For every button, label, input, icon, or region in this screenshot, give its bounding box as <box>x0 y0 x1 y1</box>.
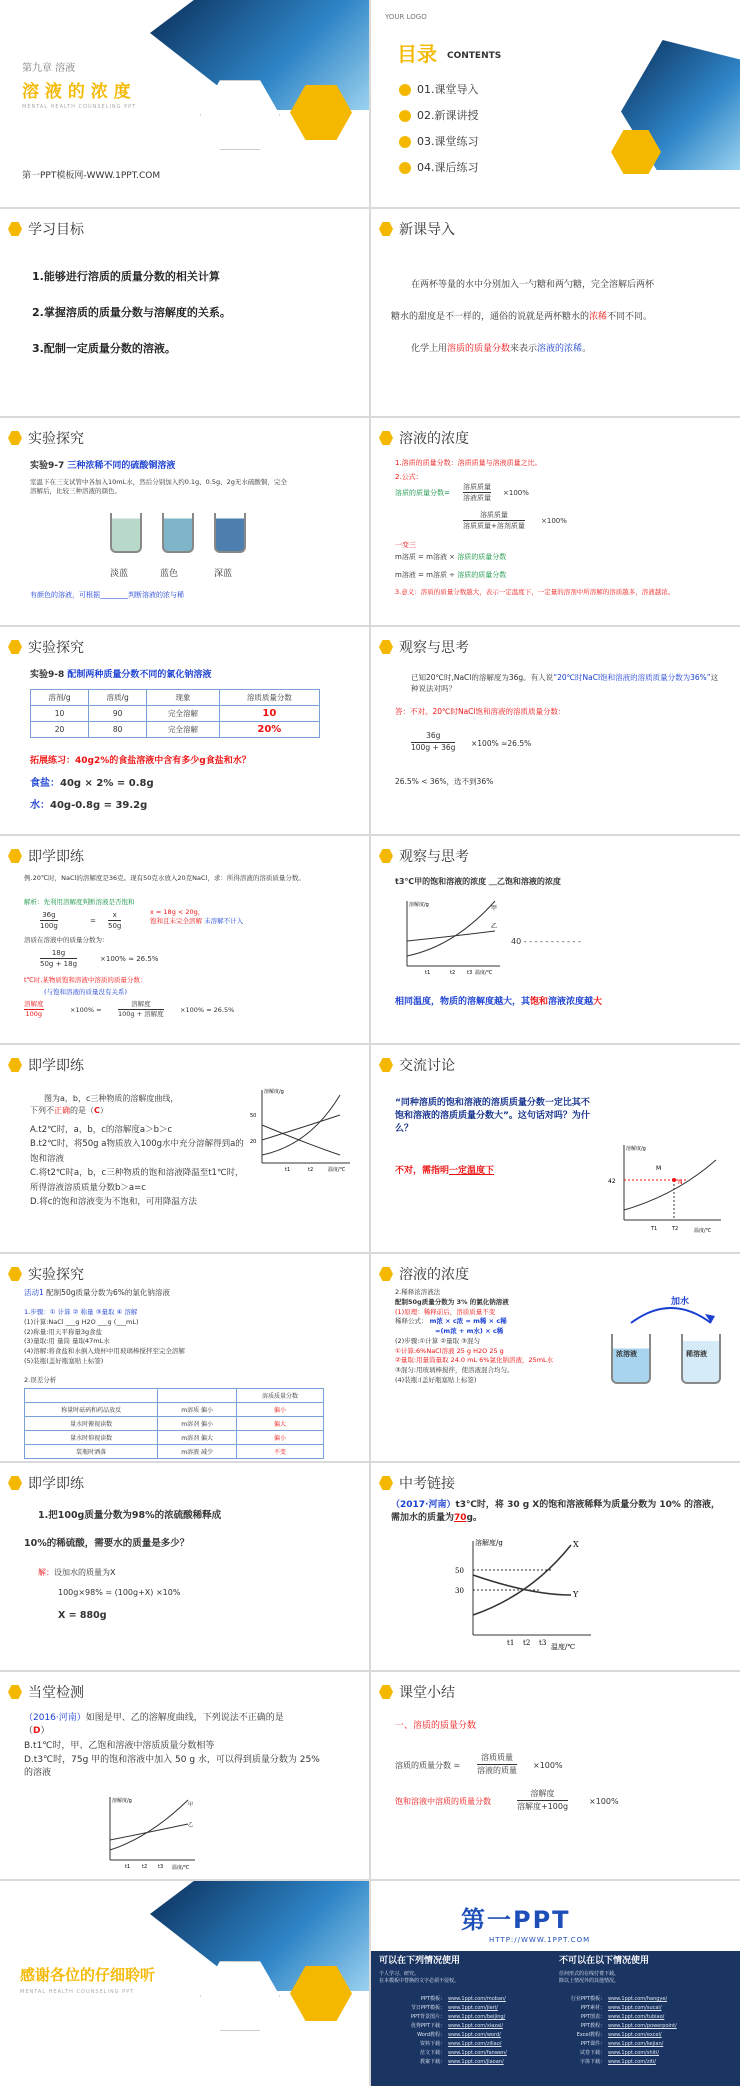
slide-thanks[interactable] <box>0 1881 369 2086</box>
slide-exam-link[interactable] <box>371 1463 740 1670</box>
curve-b <box>262 1115 340 1140</box>
contents-item-label: 04.课后练习 <box>417 161 479 174</box>
thanks-subtitle: MENTAL HEALTH COUNSELING PPT <box>20 1989 135 1995</box>
link-url[interactable]: www.1ppt.com/powerpoint/ <box>608 2023 677 2029</box>
slide-heading: 观察与思考 <box>399 849 469 865</box>
y-label: 溶解度/g <box>626 1146 646 1152</box>
equals: = <box>90 917 96 925</box>
practice-line: t℃时,某物质饱和溶液中溶质的质量分数： <box>24 976 147 984</box>
slide-heading: 中考链接 <box>399 1476 455 1492</box>
y-label: 溶解度/g <box>475 1539 503 1547</box>
summary-fraction: 溶质质量 溶液的质量 <box>477 1753 517 1775</box>
contents-item[interactable] <box>399 82 479 98</box>
slide-heading: 即学即练 <box>28 1476 84 1492</box>
slide-heading: 当堂检测 <box>28 1685 84 1701</box>
slide-heading: 观察与思考 <box>399 640 469 656</box>
solubility-curve <box>624 1160 716 1210</box>
slide-header <box>8 219 84 239</box>
solubility-chart <box>451 1535 601 1655</box>
tick-label: t1 <box>425 970 431 976</box>
link-row[interactable] <box>561 2049 677 2058</box>
summary-section: 一、溶质的质量分数 <box>395 1721 477 1731</box>
bullet-icon <box>399 162 411 174</box>
y-label: 溶解度/g <box>409 902 429 908</box>
formula-tail: ×100% <box>541 517 567 525</box>
link-row[interactable] <box>401 2058 507 2067</box>
exp-title: 实验9-7 三种浓稀不同的硫酸铜溶液 <box>30 461 176 471</box>
error-table: 溶质质量分数 称量时砝码和药品放反 m溶质 偏小 偏小 量水时俯视读数 m溶剂 偏小 偏大 量水时仰视读数 m溶剂 偏大 偏小 装瓶时洒落 m溶液 减少 不变 <box>24 1388 324 1459</box>
x-label: 温度/℃ <box>475 970 493 976</box>
slide-heading: 实验探究 <box>28 431 84 447</box>
link-label: PPT背景图片： <box>410 2014 445 2020</box>
bullet-icon <box>399 84 411 96</box>
x-label: 温度/℃ <box>172 1865 190 1871</box>
hexagon-icon <box>379 1267 393 1281</box>
link-row[interactable] <box>561 2031 677 2040</box>
tick-label: 20 <box>250 1139 257 1145</box>
hexagon-icon <box>8 222 22 236</box>
slide-experiment-2[interactable] <box>0 627 369 834</box>
analysis-label: 2.误差分析 <box>24 1376 57 1384</box>
slide-heading: 溶液的浓度 <box>399 431 469 447</box>
question-line: 1.把100g质量分数为98%的浓硫酸稀释成 <box>38 1510 222 1521</box>
contents-item[interactable] <box>399 108 479 124</box>
slide-header <box>8 1055 84 1075</box>
table-row: 量水时俯视读数 m溶剂 偏小 偏大 <box>25 1417 324 1431</box>
contents-item[interactable] <box>399 134 479 150</box>
dilution-steps: 2.稀释浓溶液法 配制50g质量分数为 3% 的氯化钠溶液 (1)原理：稀释前后，溶质质量不变 稀释公式： m浓 × c浓 = m稀 × c稀 =(m浓 + m水) × c稀 (2)步骤:①计算 ②量取 ③混匀 ①计算:6%NaCl溶液 25 g H2O 25 g ②量取:用量筒量取 24.0 mL 6%氯化钠溶液，25mL水 ③混匀:用玻璃棒搅拌，使溶液混合均匀。 (4)装瓶:(盖好瓶塞贴上标签) <box>395 1288 554 1384</box>
solubility-chart <box>606 1140 731 1240</box>
slide-summary[interactable] <box>371 1672 740 1879</box>
observe-question: t3℃甲的饱和溶液的浓度 ＿乙饱和溶液的浓度 <box>395 877 561 886</box>
link-label: 行业PPT模板： <box>570 1996 605 2002</box>
table-row: 10 90 完全溶解 10 <box>31 706 320 722</box>
option-item: B.t1℃时，甲、乙饱和溶液中溶质质量分数相等 <box>24 1741 215 1751</box>
link-label: 范文下载： <box>419 2050 445 2056</box>
curve-a <box>262 1095 340 1155</box>
observe-conclusion: 26.5% < 36%，选不到36% <box>395 777 494 786</box>
link-row[interactable] <box>401 2022 507 2031</box>
tick-label: t2 <box>142 1864 148 1870</box>
slide-heading: 即学即练 <box>28 849 84 865</box>
arrow-icon <box>621 1298 721 1328</box>
cover-site: 第一PPT模板网-WWW.1PPT.COM <box>22 171 161 181</box>
slide-observe-2[interactable] <box>371 836 740 1043</box>
summary-formula-left: 饱和溶液中溶质的质量分数 <box>395 1797 491 1806</box>
slide-header <box>379 637 469 657</box>
thanks-title: 感谢各位的仔细聆听 <box>20 1966 156 1984</box>
options-list <box>30 1123 250 1210</box>
hexagon-icon <box>379 431 393 445</box>
slide-practice-3[interactable] <box>0 1463 369 1670</box>
slide-contents[interactable] <box>371 0 740 207</box>
goal-item: 1.能够进行溶质的质量分数的相关计算 <box>32 270 220 283</box>
tick-label: 50 <box>455 1567 464 1575</box>
point-n <box>672 1178 676 1182</box>
hexagon-icon <box>8 1058 22 1072</box>
summary-fraction: 溶解度 溶解度+100g <box>517 1789 569 1811</box>
intro-p2: 糖水的甜度是不一样的，通俗的说就是两杯糖水的浓稀不同不同。 <box>391 312 653 322</box>
practice-line: (与饱和溶液的质量没有关系) <box>44 988 128 996</box>
intro-p1: 在两杯等量的水中分别加入一勺糖和两勺糖，完全溶解后两杯 <box>411 280 655 290</box>
solubility-chart <box>250 1085 360 1175</box>
formula-left: 溶质的质量分数= <box>395 489 450 497</box>
series-label: 甲 <box>188 1802 194 1808</box>
slide-heading: 课堂小结 <box>399 1685 455 1701</box>
salt-answer: 食盐：40g × 2% = 0.8g <box>30 778 154 789</box>
hexagon-icon <box>8 640 22 654</box>
hexagon-icon <box>8 1267 22 1281</box>
link-label: Excel教程： <box>576 2032 605 2038</box>
link-url[interactable]: www.1ppt.com/fanwen/ <box>448 2050 507 2056</box>
beaker-label: 蓝色 <box>160 569 179 579</box>
x-label: 温度/℃ <box>328 1167 346 1173</box>
can-heading: 可以在下列情况使用 <box>379 1956 461 1966</box>
tick-label: t2 <box>308 1167 314 1173</box>
eq-tail: ×100% ≈ 26.5% <box>180 1006 235 1014</box>
slide-heading: 溶液的浓度 <box>399 1267 469 1283</box>
conc-meaning: 3.意义：溶质的质量分数越大，表示一定温度下，一定量的溶剂中所溶解的溶质越多，溶液越浓。 <box>395 588 675 596</box>
hexagon-icon <box>379 849 393 863</box>
slide-observe-1[interactable] <box>371 627 740 834</box>
tick-label: 50 <box>250 1113 257 1119</box>
can-desc: 个人学习、研究。 在本模板中替换的文字必须不侵权。 <box>379 1971 460 1985</box>
slide-concentration-2[interactable] <box>371 1254 740 1461</box>
formula-fraction-2: 溶质质量 溶质质量+溶剂质量 <box>463 511 525 531</box>
slide-goals[interactable] <box>0 209 369 416</box>
hexagon-icon <box>379 640 393 654</box>
link-label: 节日PPT模板： <box>410 2005 445 2011</box>
answer-line: 100g×98% = (100g+X) ×10% <box>58 1588 181 1597</box>
slide-practice-2[interactable] <box>0 1045 369 1252</box>
point-label: N <box>678 1179 683 1186</box>
slide-header <box>379 1264 469 1284</box>
exp-title: 活动1 配制50g质量分数为6%的氯化钠溶液 <box>24 1288 170 1297</box>
link-row[interactable] <box>401 2013 507 2022</box>
beaker-light <box>110 513 142 553</box>
brand-url[interactable]: HTTP://WWW.1PPT.COM <box>489 1936 591 1944</box>
answer-fraction: 36g 100g + 36g <box>411 731 456 752</box>
option-item: C.将t2℃时a，b，c三种物质的饱和溶液降温至t1℃时，所得溶液溶质质量分数b＞a=c <box>30 1168 244 1193</box>
link-label: 字体下载： <box>579 2059 605 2065</box>
answer-tail: ×100% ≈26.5% <box>471 739 532 748</box>
mass-eq-1: m溶质 = m溶液 × 溶质的质量分数 <box>395 553 507 561</box>
slide-header <box>379 1473 455 1493</box>
series-label: 乙 <box>188 1822 194 1828</box>
tick-label: T1 <box>651 1226 658 1232</box>
link-row[interactable] <box>561 2040 677 2049</box>
point-label: M <box>656 1165 662 1172</box>
link-url[interactable]: www.1ppt.com/shiti/ <box>608 2050 660 2056</box>
tick-label: T2 <box>672 1226 679 1232</box>
change-label: 一变三 <box>395 541 416 549</box>
eq-fraction: 18g 50g + 18g <box>40 949 78 969</box>
question-line: 10%的稀硫酸，需要水的质量是多少？ <box>24 1538 190 1549</box>
beaker-label: 深蓝 <box>214 569 233 579</box>
slide-intro[interactable] <box>371 209 740 416</box>
link-url[interactable]: www.1ppt.com/tubiao/ <box>608 2014 665 2020</box>
slide-experiment-3[interactable] <box>0 1254 369 1461</box>
link-label: PPT模板： <box>420 1996 445 2002</box>
link-url[interactable]: www.1ppt.com/moban/ <box>448 1996 506 2002</box>
eq-fraction: x 50g <box>108 911 122 931</box>
tick-label: t2 <box>523 1639 531 1647</box>
mass-eq-2: m溶液 = m溶质 ÷ 溶质的质量分数 <box>395 571 507 579</box>
exp-steps: 1.步骤：① 计算 ② 称量 ③量取 ④ 溶解 (1)计算:NaCl ___g H2O ___g (___mL) (2)称量:用天平称量3g食盐 (3)量取:用 量筒 量取47mL水 (4)溶解:将食盐和水倒入烧杯中用玻璃棒搅拌至完全溶解 (5)装瓶(盖好瓶塞贴上标签) <box>24 1308 185 1365</box>
cover-title: 溶 液 的 浓 度 <box>22 82 131 102</box>
formula-fraction-1: 溶质质量 溶液质量 <box>463 483 491 503</box>
link-row[interactable] <box>401 2031 507 2040</box>
tick-label: t2 <box>450 970 456 976</box>
link-label: 试卷下载： <box>579 2050 605 2056</box>
slide-header <box>379 1682 455 1702</box>
link-row[interactable] <box>561 2022 677 2031</box>
observe-value: 40 - - - - - - - - - - - <box>511 937 581 946</box>
link-label: PPT图表： <box>580 2014 605 2020</box>
exam-question: （2017·河南）t3℃时，将 30 g X的饱和溶液稀释为质量分数为 10% 的溶液，需加水的质量为70g。 <box>391 1500 721 1524</box>
link-label: 教案下载： <box>419 2059 445 2065</box>
link-row[interactable] <box>401 2049 507 2058</box>
link-label: PPT教程： <box>580 2023 605 2029</box>
bullet-icon <box>399 110 411 122</box>
curve-yi <box>407 931 495 941</box>
link-row[interactable] <box>561 2013 677 2022</box>
slide-heading: 新课导入 <box>399 222 455 238</box>
goal-item: 3.配制一定质量分数的溶液。 <box>32 342 176 355</box>
eq-fraction: 溶解度 100g <box>24 1000 44 1019</box>
slide-header <box>8 637 84 657</box>
summary-formula-tail: ×100% <box>533 1761 563 1770</box>
intro-p3: 化学上用溶质的质量分数来表示溶液的浓稀。 <box>411 344 592 354</box>
slide-header <box>379 428 469 448</box>
link-url[interactable]: www.1ppt.com/jieri/ <box>448 2005 498 2011</box>
solubility-chart <box>100 1792 200 1872</box>
contents-item-label: 02.新课讲授 <box>417 109 479 122</box>
slide-check[interactable] <box>0 1672 369 1879</box>
curve-jia <box>110 1800 188 1850</box>
slide-practice-1[interactable] <box>0 836 369 1043</box>
link-row[interactable] <box>561 2058 677 2067</box>
option-item: D.将c的饱和溶液变为不饱和，可用降温方法 <box>30 1197 197 1208</box>
x-label: 温度/℃ <box>551 1643 576 1651</box>
table-row: 量水时仰视读数 m溶剂 偏大 偏小 <box>25 1431 324 1445</box>
x-label: 温度/℃ <box>694 1228 712 1234</box>
link-url[interactable]: www.1ppt.com/excel/ <box>608 2032 662 2038</box>
series-label: Y <box>573 1590 579 1599</box>
conc-def: 1.溶质的质量分数：溶质质量与溶液质量之比。 <box>395 459 542 467</box>
eq-fraction: 溶解度 100g + 溶解度 <box>118 1000 164 1019</box>
check-question: （2016·河南）如图是甲、乙的溶解度曲线，下列说法不正确的是（D） <box>24 1713 284 1737</box>
brand-footer <box>371 1951 740 2086</box>
beaker-label: 淡蓝 <box>110 569 129 579</box>
table-row: 装瓶时洒落 m溶液 减少 不变 <box>25 1445 324 1459</box>
goal-item: 2.掌握溶质的质量分数与溶解度的关系。 <box>32 306 231 319</box>
link-row[interactable] <box>561 2004 677 2013</box>
cannot-heading: 不可以在以下情况使用 <box>559 1956 650 1966</box>
link-label: Word教程： <box>417 2032 445 2038</box>
water-answer: 水：40g-0.8g = 39.2g <box>30 800 148 811</box>
link-url[interactable]: www.1ppt.com/kejian/ <box>608 2041 664 2047</box>
answer-line: 解：设加水的质量为X <box>38 1568 116 1577</box>
slide-heading: 学习目标 <box>28 222 84 238</box>
link-url[interactable]: www.1ppt.com/ziliao/ <box>448 2041 502 2047</box>
tick-label: t1 <box>125 1864 131 1870</box>
contents-item-label: 03.课堂练习 <box>417 135 479 148</box>
slide-brand[interactable] <box>371 1881 740 2086</box>
link-url[interactable]: www.1ppt.com/ziti/ <box>608 2059 656 2065</box>
slide-header <box>379 846 469 866</box>
slide-header <box>379 219 455 239</box>
slide-discussion[interactable] <box>371 1045 740 1252</box>
eq-fraction: 36g 100g <box>40 911 58 931</box>
link-url[interactable]: www.1ppt.com/word/ <box>448 2032 501 2038</box>
option-item: D.t3℃时，75g 甲的饱和溶液中加入 50 g 水，可以得到质量分数为 25%的溶液 <box>24 1755 320 1779</box>
hexagon-icon <box>379 222 393 236</box>
slide-heading: 实验探究 <box>28 640 84 656</box>
slide-concentration[interactable] <box>371 418 740 625</box>
exp-desc: 室温下在三支试管中各加入10mL水，然后分别加入约0.1g、0.5g、2g无水硫酸铜，完全溶解后，比较三种溶液的颜色。 <box>30 478 287 496</box>
tick-label: 30 <box>455 1587 464 1595</box>
curve-jia <box>407 901 498 956</box>
link-url[interactable]: www.1ppt.com/hangye/ <box>608 1996 668 2002</box>
cannot-desc: 任何形式的在线付费下载。 除以上情况外的其他情况。 <box>559 1971 620 1985</box>
hexagon-icon <box>379 1476 393 1490</box>
contents-title-en: CONTENTS <box>447 51 502 61</box>
y-label: 溶解度/g <box>264 1089 284 1095</box>
slide-header <box>379 1055 455 1075</box>
exp-note: 有颜色的溶液，可根据________判断溶液的浓与稀 <box>30 591 184 599</box>
contents-item[interactable] <box>399 160 479 176</box>
tick-label: t3 <box>539 1639 547 1647</box>
observe-conclusion: 相同温度，物质的溶解度越大，其饱和溶液浓度越大 <box>395 997 603 1007</box>
beaker-dark <box>214 513 246 553</box>
discussion-answer: 不对，需指明一定温度下 <box>395 1166 495 1176</box>
slide-header <box>8 428 84 448</box>
link-label: 资料下载： <box>419 2041 445 2047</box>
observe-answer: 答：不对。20℃时NaCl饱和溶液的溶质质量分数： <box>395 707 566 716</box>
link-label: PPT课件： <box>580 2041 605 2047</box>
link-row[interactable] <box>401 2040 507 2049</box>
slide-experiment-1[interactable] <box>0 418 369 625</box>
practice-question: 例.20℃时，NaCl的溶解度是36克。现有50克水放入20克NaCl，求：所得溶液的溶质质量分数。 <box>24 874 305 882</box>
link-url[interactable]: www.1ppt.com/jiaoan/ <box>448 2059 504 2065</box>
add-water-label: 加水 <box>671 1297 690 1307</box>
series-label: X <box>573 1540 579 1549</box>
hexagon-icon <box>8 1476 22 1490</box>
beaker-label: 浓溶液 <box>616 1350 637 1358</box>
tick-label: t1 <box>507 1639 515 1647</box>
exp-table: 溶剂/g 溶质/g 现象 溶质质量分数 10 90 完全溶解 10 20 80 完全溶解 20% <box>30 689 320 738</box>
option-item: B.t2℃时，将50g a物质放入100g水中充分溶解得到a的饱和溶液 <box>30 1139 244 1164</box>
slide-heading: 实验探究 <box>28 1267 84 1283</box>
contents-item-label: 01.课堂导入 <box>417 83 479 96</box>
brand-logo: 第一PPT <box>461 1906 571 1934</box>
summary-formula-tail: ×100% <box>589 1797 619 1806</box>
slide-header <box>8 1682 84 1702</box>
link-url[interactable]: www.1ppt.com/xiazai/ <box>448 2023 504 2029</box>
question-line: 图为a，b，c三种物质的溶解度曲线， <box>44 1094 179 1103</box>
question-line: 下列不正确的是（C） <box>30 1106 108 1115</box>
hexagon-icon <box>379 1058 393 1072</box>
hexagon-icon <box>8 849 22 863</box>
cover-subtitle: MENTAL HEALTH COUNSELING PPT <box>22 104 137 110</box>
summary-formula-left: 溶质的质量分数 = <box>395 1761 461 1770</box>
series-label: 乙 <box>491 923 498 930</box>
table-row: 20 80 完全溶解 20% <box>31 722 320 738</box>
y-label: 溶解度/g <box>112 1798 132 1804</box>
cover-chapter: 第九章 溶液 <box>22 63 76 74</box>
beaker-label: 稀溶液 <box>686 1350 707 1358</box>
hexagon-icon <box>379 1685 393 1699</box>
eq-side: x = 18g < 20g， 饱和且未完全溶解 未溶解不计入 <box>150 908 244 926</box>
series-label: 甲 <box>491 905 498 912</box>
curve-y <box>473 1575 571 1595</box>
practice-line: 溶质在溶液中的质量分数为： <box>24 936 109 944</box>
exp-title: 实验9-8 配制两种质量分数不同的氯化钠溶液 <box>30 670 212 680</box>
beaker-medium <box>162 513 194 553</box>
conc-formula-label: 2.公式： <box>395 473 423 481</box>
solubility-chart <box>395 896 505 976</box>
slide-cover[interactable] <box>0 0 369 207</box>
tick-label: t3 <box>158 1864 164 1870</box>
tick-label: t1 <box>285 1167 291 1173</box>
curve-c <box>262 1125 340 1155</box>
slide-header <box>8 846 84 866</box>
tick-label: 42 <box>608 1178 616 1185</box>
link-row[interactable] <box>401 1995 507 2004</box>
option-item: A.t2℃时，a，b，c的溶解度a＞b＞c <box>30 1125 173 1135</box>
slide-heading: 交流讨论 <box>399 1058 455 1074</box>
link-label: PPT素材： <box>580 2005 605 2011</box>
formula-tail: ×100% <box>503 489 529 497</box>
logo-text: YOUR LOGO <box>385 13 427 21</box>
bullet-icon <box>399 136 411 148</box>
contents-title: 目录 <box>397 42 437 66</box>
link-label: 优秀PPT下载： <box>410 2023 445 2029</box>
link-url[interactable]: www.1ppt.com/beijing/ <box>448 2014 506 2020</box>
discussion-question: “同种溶质的饱和溶液的溶质质量分数一定比其不饱和溶液的溶质质量分数大”。这句话对吗？为什么？ <box>395 1098 590 1135</box>
slide-heading: 即学即练 <box>28 1058 84 1074</box>
hexagon-icon <box>8 431 22 445</box>
eq-tail: ×100% ≈ 26.5% <box>100 955 159 963</box>
practice-analysis: 解析：先利用溶解度判断溶液是否饱和 <box>24 898 135 906</box>
observe-question: 已知20℃时,NaCl的溶解度为36g。有人说“20℃时NaCl饱和溶液的溶质质量分数为36%”这种说法对吗？ <box>411 673 719 693</box>
answer-line: X = 880g <box>58 1610 107 1621</box>
curve-yi <box>110 1824 188 1840</box>
link-row[interactable] <box>401 2004 507 2013</box>
slide-header <box>8 1264 84 1284</box>
hexagon-icon <box>8 1685 22 1699</box>
slide-header <box>8 1473 84 1493</box>
link-row[interactable] <box>561 1995 677 2004</box>
extension-question: 拓展练习：40g2%的食盐溶液中含有多少g食盐和水？ <box>30 756 251 766</box>
link-url[interactable]: www.1ppt.com/sucai/ <box>608 2005 662 2011</box>
times-100: ×100% = <box>70 1006 102 1014</box>
table-row: 称量时砝码和药品放反 m溶质 偏小 偏小 <box>25 1403 324 1417</box>
tick-label: t3 <box>467 970 473 976</box>
